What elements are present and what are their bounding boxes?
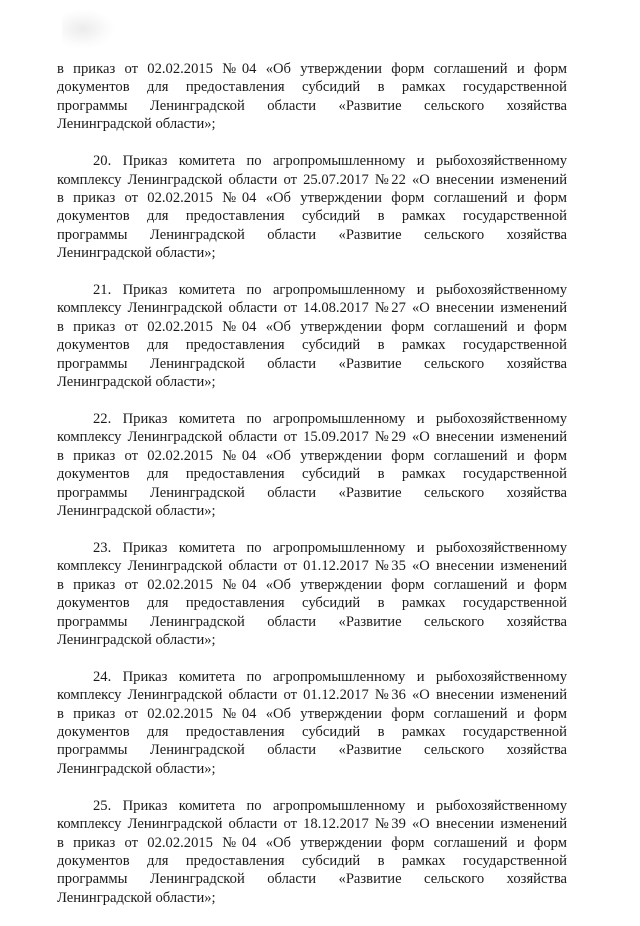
text-line: 24. Приказ комитета по агропромышленному и рыбохозяйственному [93,668,567,685]
text-line: программы Ленинградской области «Развитие сельского хозяйства [57,97,567,114]
text-line: документов для предоставления субсидий в рамках государственной [57,79,567,96]
list-item-24 [57,668,567,778]
text-line: Ленинградской области»; [57,374,216,391]
text-line: Ленинградской области»; [57,245,216,262]
text-line: документов для предоставления субсидий в рамках государственной [57,466,567,483]
text-line: 21. Приказ комитета по агропромышленному и рыбохозяйственному [93,282,567,299]
list-item-22 [57,410,567,520]
text-line: Ленинградской области»; [57,116,216,133]
scan-artifact [62,10,114,48]
text-line: в приказ от 02.02.2015 №04 «Об утверждении форм соглашений и форм [57,447,567,464]
document-body [57,60,567,926]
text-line: Ленинградской области»; [57,760,216,777]
text-line: документов для предоставления субсидий в рамках государственной [57,337,567,354]
list-item-20 [57,152,567,262]
text-line: в приказ от 02.02.2015 №04 «Об утверждении форм соглашений и форм [57,705,567,722]
text-line: 22. Приказ комитета по агропромышленному и рыбохозяйственному [93,411,567,428]
text-line: Ленинградской области»; [57,631,216,648]
text-line: программы Ленинградской области «Развитие сельского хозяйства [57,613,567,630]
text-line: комплексу Ленинградской области от 15.09.2017 №29 «О внесении изменений [57,429,567,446]
text-line: 25. Приказ комитета по агропромышленному и рыбохозяйственному [93,797,567,814]
text-line: программы Ленинградской области «Развитие сельского хозяйства [57,355,567,372]
text-line: комплексу Ленинградской области от 01.12.2017 №35 «О внесении изменений [57,558,567,575]
text-line: документов для предоставления субсидий в рамках государственной [57,853,567,870]
list-item-25 [57,797,567,907]
text-line: Ленинградской области»; [57,889,216,906]
text-line: программы Ленинградской области «Развитие сельского хозяйства [57,742,567,759]
text-line: в приказ от 02.02.2015 №04 «Об утверждении форм соглашений и форм [57,318,567,335]
text-line: документов для предоставления субсидий в рамках государственной [57,595,567,612]
text-line: комплексу Ленинградской области от 01.12.2017 №36 «О внесении изменений [57,687,567,704]
text-line: комплексу Ленинградской области от 14.08.2017 №27 «О внесении изменений [57,300,567,317]
text-line: комплексу Ленинградской области от 18.12.2017 №39 «О внесении изменений [57,816,567,833]
text-line: документов для предоставления субсидий в рамках государственной [57,724,567,741]
text-line: в приказ от 02.02.2015 №04 «Об утверждении форм соглашений и форм [57,189,567,206]
text-line: программы Ленинградской области «Развитие сельского хозяйства [57,484,567,501]
text-line: 20. Приказ комитета по агропромышленному и рыбохозяйственному [93,153,567,170]
text-line: программы Ленинградской области «Развитие сельского хозяйства [57,871,567,888]
text-line: в приказ от 02.02.2015 №04 «Об утверждении форм соглашений и форм [57,61,567,77]
list-item-21 [57,281,567,391]
text-line: 23. Приказ комитета по агропромышленному и рыбохозяйственному [93,539,567,556]
paragraph-continuation [57,60,567,134]
text-line: документов для предоставления субсидий в рамках государственной [57,208,567,225]
text-line: программы Ленинградской области «Развитие сельского хозяйства [57,226,567,243]
text-line: в приказ от 02.02.2015 №04 «Об утверждении форм соглашений и форм [57,834,567,851]
text-line: в приказ от 02.02.2015 №04 «Об утверждении форм соглашений и форм [57,576,567,593]
text-line: Ленинградской области»; [57,502,216,519]
list-item-23 [57,539,567,649]
text-line: комплексу Ленинградской области от 25.07.2017 №22 «О внесении изменений [57,171,567,188]
